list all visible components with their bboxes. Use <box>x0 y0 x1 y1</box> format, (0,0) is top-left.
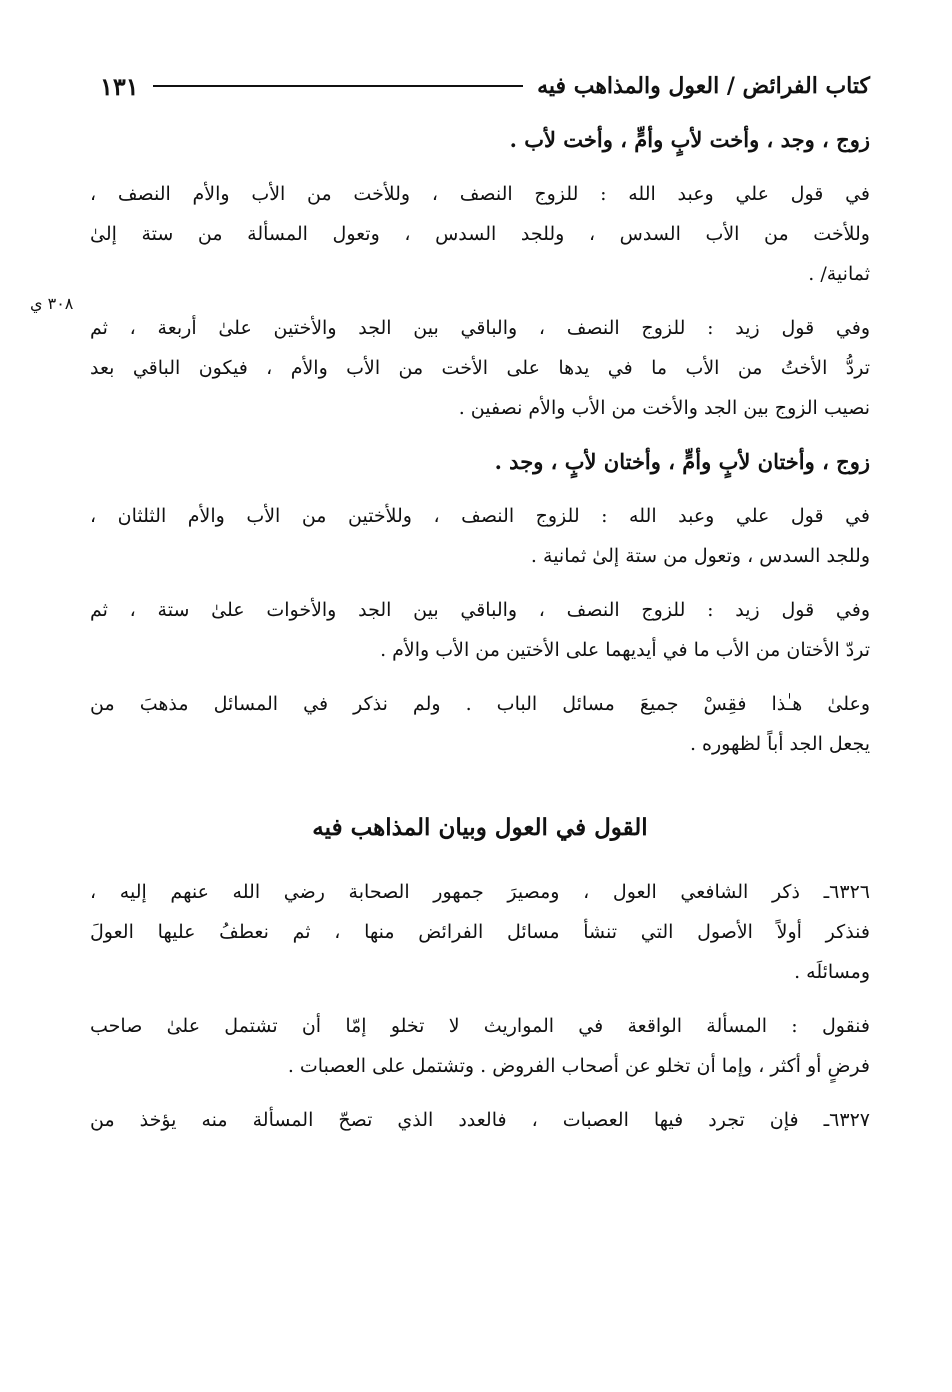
paragraph-line: فنقول : المسألة الواقعة في المواريث لا تخلو إمّا أن تشتمل علىٰ صاحب <box>90 1015 870 1037</box>
page-number: ١٣١ <box>100 71 139 101</box>
paragraph-line: في قول علي وعبد الله : للزوج النصف ، وللأخت من الأب والأم النصف ، <box>90 183 870 205</box>
paragraph-line: وللجد السدس ، وتعول من ستة إلىٰ ثمانية . <box>530 545 870 567</box>
paragraph-line: ومسائلَه . <box>794 961 870 983</box>
case2-heading-para <box>90 442 870 482</box>
paragraph-line: ٦٣٢٧ـ فإن تجرد فيها العصبات ، فالعدد الذي تصحّ المسألة منه يؤخذ من <box>90 1109 870 1131</box>
paragraph-line: فرضٍ أو أكثر ، وإما أن تخلو عن أصحاب الفروض . وتشتمل على العصبات . <box>287 1055 870 1077</box>
paragraph-line: نصيب الزوج بين الجد والأخت من الأب والأم نصفين . <box>458 397 870 419</box>
paragraph-line: وفي قول زيد : للزوج النصف ، والباقي بين الجد والأخوات علىٰ ستة ، ثم <box>90 599 870 621</box>
case1-heading-para <box>90 120 870 160</box>
section-para3 <box>90 1100 870 1140</box>
section-para1 <box>90 872 870 992</box>
running-header <box>100 66 870 106</box>
paragraph-line: تردُّ الأختُ من الأب ما في يدها على الأخت من الأب والأم ، فيكون الباقي بعد <box>90 357 870 379</box>
paragraph-line: يجعل الجد أباً لظهوره . <box>689 733 870 755</box>
paragraph-line: وفي قول زيد : للزوج النصف ، والباقي بين الجد والأختين علىٰ أربعة ، ثم <box>90 317 870 339</box>
paragraph-line: ثمانية/ . <box>808 263 870 285</box>
paragraph-line: تردّ الأختان من الأب ما في أيديهما على الأختين من الأب والأم . <box>380 639 870 661</box>
paragraph-line: في قول علي وعبد الله : للزوج النصف ، وللأختين من الأب والأم الثلثان ، <box>90 505 870 527</box>
case1-para1 <box>90 174 870 294</box>
header-title: كتاب الفرائض / العول والمذاهب فيه <box>537 73 870 99</box>
section-para2 <box>90 1006 870 1086</box>
paragraph-line: وعلىٰ هـٰذا فقِسْ جميعَ مسائل الباب . ولم نذكر في المسائل مذهبَ من <box>90 693 870 715</box>
margin-note: ٣٠٨ ي <box>30 294 74 313</box>
case2-para1 <box>90 496 870 576</box>
case1-heading: زوج ، وجد ، وأخت لأبٍ وأمٍّ ، وأخت لأب . <box>509 127 870 152</box>
section-title: القول في العول وبيان المذاهب فيه <box>312 814 648 841</box>
paragraph-line: ٦٣٢٦ـ ذكر الشافعي العول ، ومصيرَ جمهور الصحابة رضي الله عنهم إليه ، <box>90 881 870 903</box>
page-body <box>90 120 870 1154</box>
case1-para2 <box>90 308 870 428</box>
paragraph-line: وللأخت من الأب السدس ، وللجد السدس ، وتعول المسألة من ستة إلىٰ <box>90 223 870 245</box>
case2-heading: زوج ، وأختان لأبٍ وأمٍّ ، وأختان لأبٍ ، وجد . <box>494 449 870 474</box>
case2-para3 <box>90 684 870 764</box>
case2-para2 <box>90 590 870 670</box>
header-rule <box>153 85 523 87</box>
paragraph-line: فنذكر أولاً الأصول التي تنشأ مسائل الفرائض منها ، ثم نعطفُ عليها العولَ <box>90 921 870 943</box>
